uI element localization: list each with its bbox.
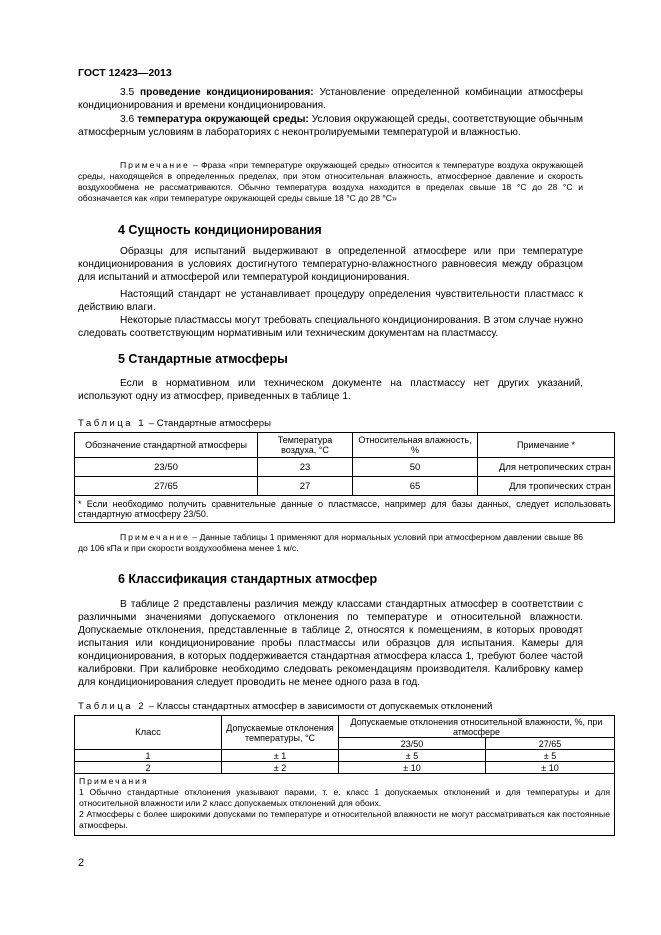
clause-term: проведение кондиционирования: <box>140 87 314 98</box>
table-header-row <box>75 716 615 738</box>
table-cell: 27 <box>258 477 353 496</box>
clause-3-5 <box>78 86 583 112</box>
table-cell: 1 <box>75 750 222 762</box>
clause-number: 3.5 <box>120 87 135 98</box>
table-note-1: 1 Обычно стандартные отклонения указывают парами, т. е. класс 1 допускаемых отклонений и для температуры и для относительной влажности или 2 класс допускаемых отклонений для обоих. <box>79 787 610 808</box>
header-cell: Класс <box>75 716 222 750</box>
clause-number: 3.6 <box>120 114 135 125</box>
note-text: – Фраза «при температуре окружающей среды» относится к температуре воздуха окружающей среды, находящейся в определенных пределах, при этом относительная влажность, атмосферное давление и скорость воздухообмена не рассматриваются. Обычно температура воздуха находится в пределах свыше 18 °С до 28 °С и обозначается как «при температуре окружающей среды свыше 18 °С до 28 °С» <box>78 160 583 203</box>
section-5-paragraph-1: Если в нормативном или техническом документе на пластмассу нет других указаний, используют одну из атмосфер, приведенных в таблице 1. <box>78 378 583 402</box>
table-cell: 50 <box>353 458 478 477</box>
table-footnote-row <box>75 496 615 523</box>
table-2-atmosphere-classes <box>74 715 615 836</box>
caption-text: – Классы стандартных атмосфер в зависимости от допускаемых отклонений <box>148 701 493 712</box>
note-ambient-temperature <box>78 160 583 204</box>
table-cell: ± 2 <box>222 762 339 774</box>
table-cell: ± 5 <box>486 750 615 762</box>
table-2-caption <box>78 701 492 712</box>
table-footnote: * Если необходимо получить сравнительные данные о пластмассе, например для базы данных, следует использовать стандартную атмосферу 23/50. <box>75 496 615 523</box>
table-row <box>75 458 615 477</box>
header-cell: Примечание * <box>478 433 615 458</box>
document-header: ГОСТ 12423—2013 <box>78 67 172 79</box>
table-row <box>75 750 615 762</box>
clause-text: Условия окружающей среды, соответствующие обычным атмосферным условиям в лабораториях с неконтролируемыми температурой и влажностью. <box>78 114 584 138</box>
clause-term: температура окружающей среды: <box>137 114 309 125</box>
table-row <box>75 762 615 774</box>
section-4-title: 4 Сущность кондиционирования <box>118 223 322 237</box>
header-cell: 23/50 <box>339 738 486 750</box>
table-cell: 65 <box>353 477 478 496</box>
table-notes-row <box>75 774 615 836</box>
table-cell: ± 10 <box>339 762 486 774</box>
header-cell: 27/65 <box>486 738 615 750</box>
caption-label: Таблица 2 <box>78 701 147 712</box>
clause-3-6 <box>78 113 583 139</box>
table-cell: Для нетропических стран <box>478 458 615 477</box>
note-text: – Данные таблицы 1 применяют для нормальных условий при атмосферном давлении свыше 86 до 106 кПа и при скорости воздухообмена менее 1 м/с. <box>78 532 583 553</box>
caption-label: Таблица 1 <box>78 418 147 429</box>
table-cell: ± 5 <box>339 750 486 762</box>
header-cell: Температура воздуха, °С <box>258 433 353 458</box>
table-row <box>75 477 615 496</box>
header-cell: Допускаемые отклонения относительной влажности, %, при атмосфере <box>339 716 615 738</box>
note-label: Примечание <box>120 160 190 170</box>
header-cell: Допускаемые отклонения температуры, °С <box>222 716 339 750</box>
table-1-standard-atmospheres <box>74 432 615 523</box>
table-notes <box>75 774 615 836</box>
section-4-paragraph-2: Настоящий стандарт не устанавливает процедуру определения чувствительности пластмасс к действию влаги. <box>78 289 583 313</box>
caption-text: – Стандартные атмосферы <box>148 418 271 429</box>
section-6-paragraph-1: В таблице 2 представлены различия между классами стандартных атмосфер в соответствии с различными значениями допускаемого отклонения по температуре и относительной влажности. Допускаемые отклонения, представленные в таблице 2, относятся к помещениям, в которых проводят испытания или кондиционирование пробы пластмассы или образцов для испытания. Камеры для кондиционирования, в которых поддерживается стандартная атмосфера класса 1, требуют более частой калибровки. При калибровке необходимо следовать рекомендациям производителя. Калибровку камер для кондиционирования следует проводить не менее одного раза в год. <box>78 599 583 688</box>
section-4-paragraph-1: Образцы для испытаний выдерживают в определенной атмосфере или при температуре кондиционирования в условиях достигнутого температурно-влажностного равновесия между образцом для испытаний и атмосферой или температурой кондиционирования. <box>78 246 583 283</box>
note-table-1 <box>78 532 583 554</box>
table-cell: ± 10 <box>486 762 615 774</box>
table-cell: ± 1 <box>222 750 339 762</box>
section-4-paragraph-3: Некоторые пластмассы могут требовать специального кондиционирования. В этом случае нужно следовать соответствующим нормативным или техническим документам на пластмассу. <box>78 315 583 339</box>
page-number: 2 <box>78 857 85 869</box>
header-cell: Обозначение стандартной атмосферы <box>75 433 258 458</box>
table-note-2: 2 Атмосферы с более широкими допусками по температуре и относительной влажности не могут рассматриваться как постоянные атмосферы. <box>79 809 610 830</box>
table-cell: Для тропических стран <box>478 477 615 496</box>
clause-text: Установление определенной комбинации атмосферы кондиционирования и времени кондиционирования. <box>78 87 583 111</box>
note-label: Примечание <box>120 532 190 542</box>
table-cell: 23 <box>258 458 353 477</box>
table-cell: 2 <box>75 762 222 774</box>
table-1-caption <box>78 418 271 429</box>
section-6-title: 6 Классификация стандартных атмосфер <box>118 572 378 586</box>
notes-label: Примечания <box>79 776 149 786</box>
table-cell: 27/65 <box>75 477 258 496</box>
table-cell: 23/50 <box>75 458 258 477</box>
table-header-row <box>75 433 615 458</box>
header-cell: Относительная влажность, % <box>353 433 478 458</box>
section-5-title: 5 Стандартные атмосферы <box>118 352 288 366</box>
